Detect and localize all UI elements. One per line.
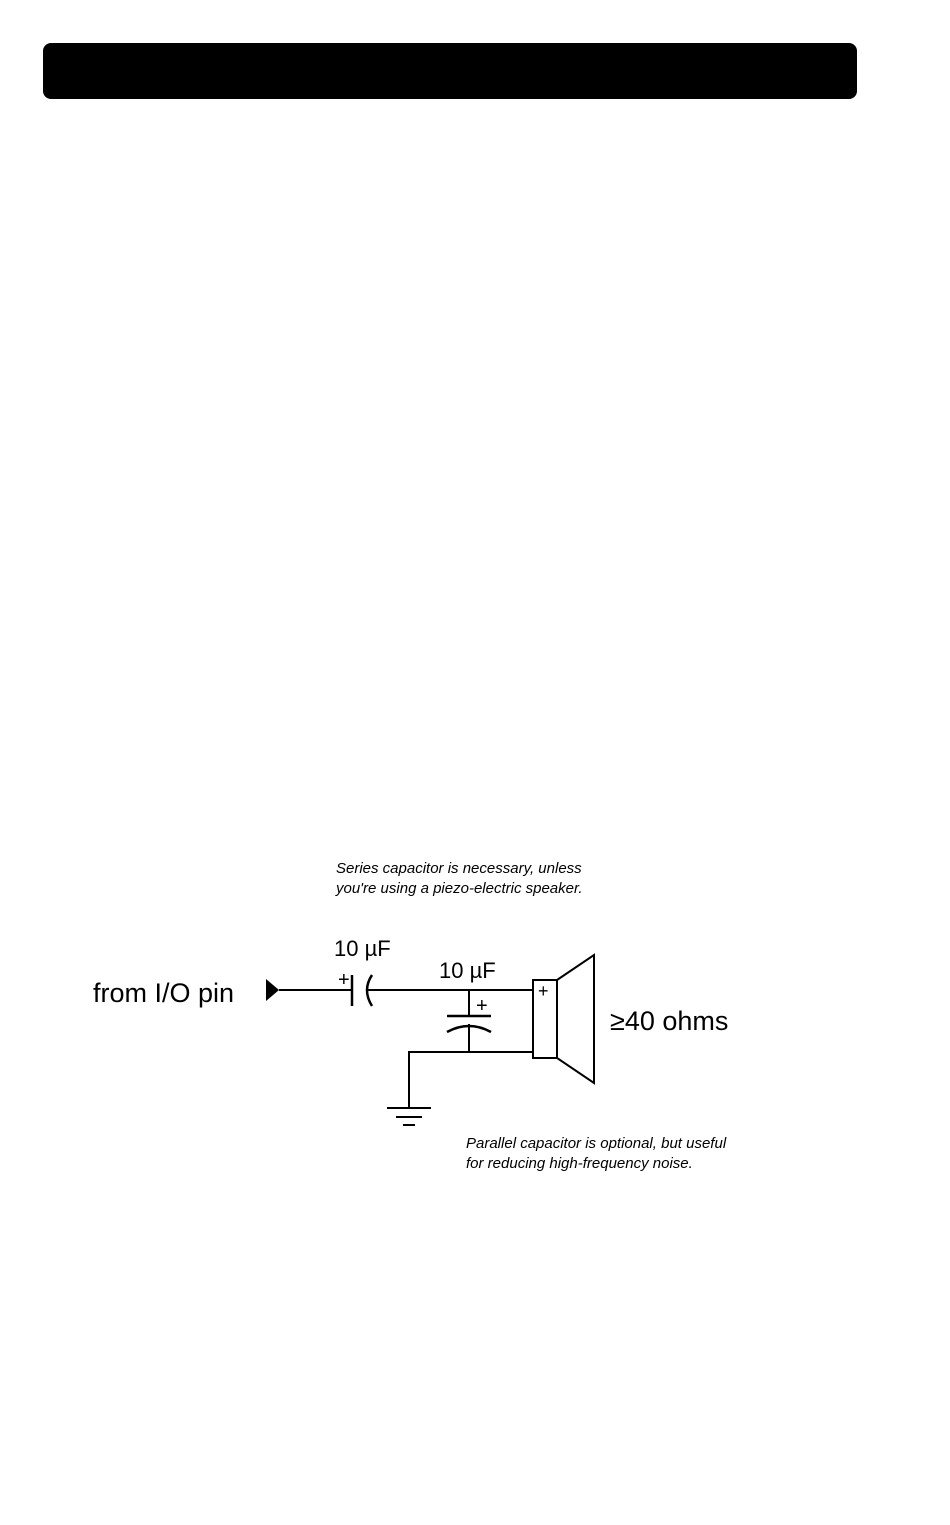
parallel-capacitor-polarity: +	[476, 995, 488, 1017]
series-capacitor-polarity: +	[338, 969, 350, 991]
speaker-polarity: +	[538, 981, 549, 1001]
speaker-impedance-label: ≥40 ohms	[610, 1006, 729, 1036]
speaker-icon	[533, 955, 594, 1083]
ground-wire	[409, 1052, 533, 1108]
series-capacitor-value: 10 µF	[334, 936, 391, 961]
series-capacitor-note: Series capacitor is necessary, unless you're using a piezo-electric speaker.	[336, 860, 583, 897]
parallel-capacitor-value: 10 µF	[439, 958, 496, 983]
input-pin-arrow-icon	[266, 979, 279, 1001]
source-label: from I/O pin	[93, 978, 235, 1008]
ground-icon	[387, 1108, 431, 1125]
parallel-capacitor-note: Parallel capacitor is optional, but useful for reducing high-frequency noise.	[466, 1135, 727, 1172]
